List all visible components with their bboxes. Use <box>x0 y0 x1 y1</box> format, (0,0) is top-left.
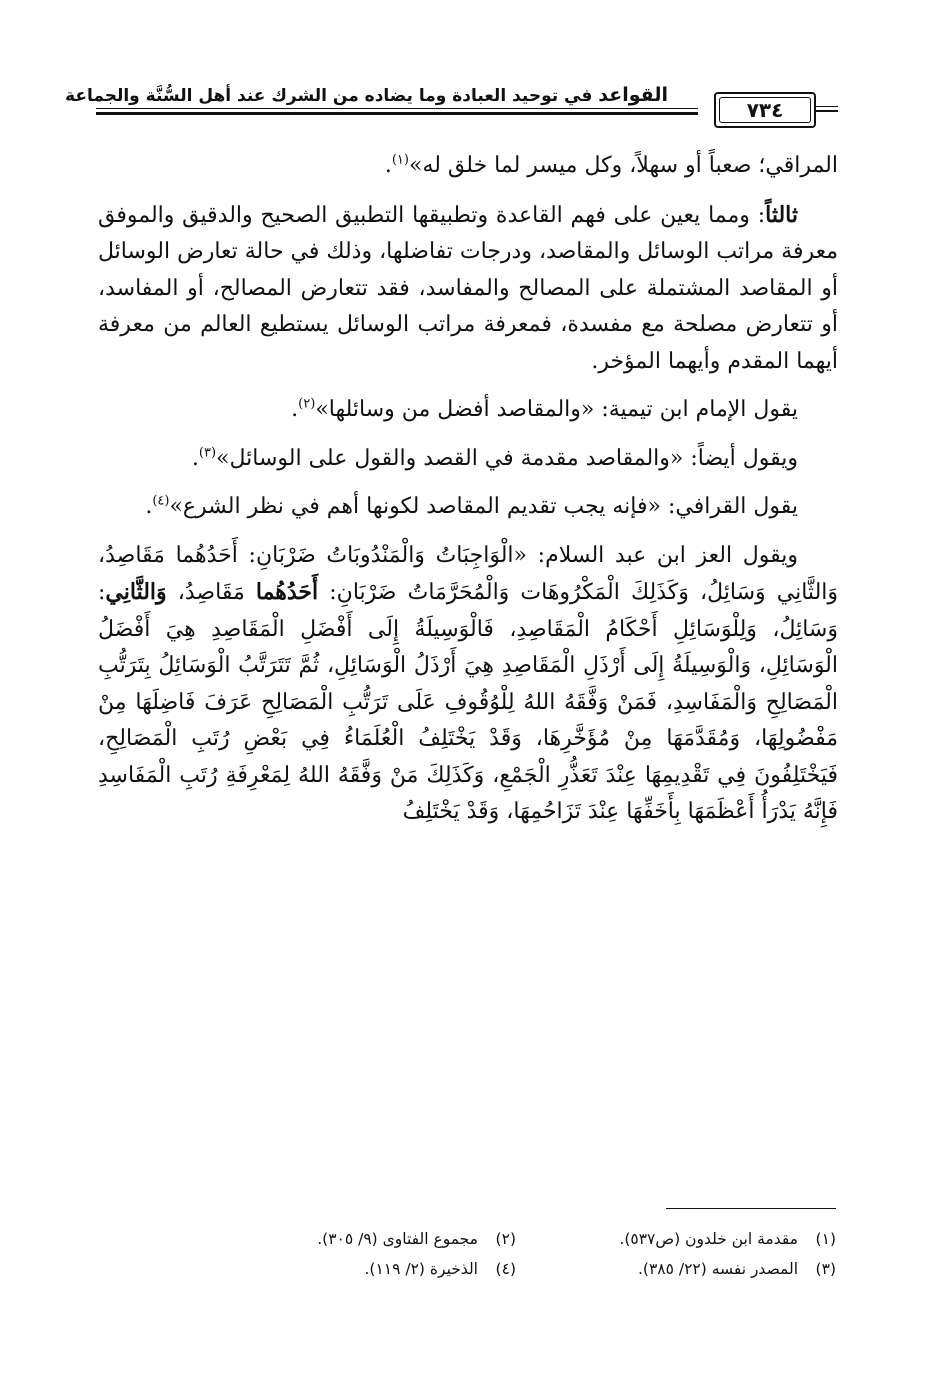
header-rule <box>96 108 698 109</box>
header-title-rest: في توحيد العبادة وما يضاده من الشرك عند أهل السُّنَّة والجماعة <box>65 86 593 106</box>
footnote-text: المصدر نفسه (٢٢/ ٣٨٥). <box>637 1260 798 1278</box>
footnote-row <box>196 1254 836 1284</box>
footnote-2 <box>196 1224 516 1254</box>
paragraph-end: . <box>384 153 392 178</box>
paragraph-text: ويقول العز ابن عبد السلام: «الْوَاجِبَاتُ وَالْمَنْدُوبَاتُ ضَرْبَانِ: أَحَدُهُما مَقَاصِدُ، وَالثَّانِي وَسَائِلُ، وَكَذَلِكَ الْمَكْرُوهَات وَالْمُحَرَّمَاتُ ضَرْبَانِ: <box>98 542 839 605</box>
page-body <box>98 148 838 843</box>
paragraph-text: مَقَاصِدُ، <box>166 580 256 605</box>
footnote-4 <box>196 1254 516 1284</box>
paragraph-2 <box>98 197 838 381</box>
footnotes <box>196 1224 836 1284</box>
page-number-ornament-line <box>816 106 838 107</box>
footnote-text: الذخيرة (٢/ ١١٩). <box>364 1260 478 1278</box>
paragraph-text: : ومما يعين على فهم القاعدة وتطبيقها التطبيق الصحيح والدقيق والموفق معرفة مراتب الوسائل والمقاصد، ودرجات تفاضلها، وذلك في حالة تعارض الوسائل أو المقاصد المشتملة على المصالح والمفاسد، فقد تتعارض المصالح، أو المفاسد، أو تتعارض مصلحة مع مفسدة، فمعرفة مراتب الوسائل يستطيع العالم من معرفة أيهما المقدم وأيهما المؤخر. <box>98 202 838 374</box>
footnote-3 <box>516 1254 836 1284</box>
footnote-ref: (٢) <box>298 396 316 412</box>
paragraph-lead: ثالثاً <box>765 201 798 228</box>
footnote-number: (٣) <box>815 1260 836 1278</box>
paragraph-end: . <box>291 397 299 422</box>
paragraph-text: يقول القرافي: «فإنه يجب تقديم المقاصد لكونها أهم في نظر الشرع» <box>169 494 798 519</box>
paragraph-1 <box>98 148 838 185</box>
footnote-text: مقدمة ابن خلدون (ص٥٣٧). <box>619 1230 798 1248</box>
paragraph-5 <box>98 489 838 526</box>
footnote-ref: (١) <box>391 152 409 168</box>
header-title <box>65 84 668 106</box>
footnote-number: (٢) <box>495 1230 516 1248</box>
header-title-word: القواعد <box>598 84 668 106</box>
footnote-ref: (٣) <box>198 445 217 461</box>
paragraph-text: : وَسَائِلُ، وَلِلْوَسَائِلِ أَحْكَامُ الْمَقَاصِدِ، فَالْوَسِيلَةُ إِلَى أَفْضَلِ الْمَقَاصِدِ هِيَ أَفْضَلُ الْوَسَائِلِ، وَالْوَسِيلَةُ إِلَى أَرْذَلِ الْمَقَاصِدِ هِيَ أَرْذَلُ الْوَسَائِلِ، ثُمَّ تَتَرَتَّبُ الْوَسَائِلُ بِتَرَتُّبِ الْمَصَالِحِ وَالْمَفَاسِدِ، فَمَنْ وَفَّقَهُ اللهُ لِلْوُقُوفِ عَلَى تَرَتُّبِ الْمَصَالِحِ عَرَفَ فَاضِلَهَا مِنْ مَفْضُولِهَا، وَمُقَدَّمَهَا مِنْ مُؤَخَّرِهَا، وَقَدْ يَخْتَلِفُ الْعُلَمَاءُ فِي بَعْضِ رُتَبِ الْمَصَالِحِ، فَيَخْتَلِفُونَ فِي تَقْدِيمِهَا عِنْدَ تَعَذُّرِ الْجَمْعِ، وَكَذَلِكَ مَنْ وَفَّقَهُ اللهُ لِمَعْرِفَةِ رُتَبِ الْمَفَاسِدِ فَإِنَّهُ يَدْرَأُ أَعْظَمَهَا بِأَخَفِّهَا عِنْدَ تَزَاحُمِهَا، وَقَدْ يَخْتَلِفُ <box>98 580 838 824</box>
footnote-separator <box>666 1208 836 1209</box>
footnote-text: مجموع الفتاوى (٩/ ٣٠٥). <box>317 1230 478 1248</box>
footnote-number: (٤) <box>495 1260 516 1278</box>
paragraph-3 <box>98 392 838 429</box>
paragraph-end: . <box>191 445 199 471</box>
paragraph-4 <box>98 441 838 478</box>
paragraph-6 <box>98 538 838 831</box>
paragraph-bold-term: أَحَدُهُما <box>255 579 319 605</box>
paragraph-text: يقول الإمام ابن تيمية: «والمقاصد أفضل من وسائلها» <box>315 397 798 422</box>
header-rule-thick <box>96 112 698 115</box>
page-number-ornament-line <box>816 110 838 112</box>
footnote-1 <box>516 1224 836 1254</box>
paragraph-end: . <box>145 494 153 519</box>
running-header <box>65 74 838 126</box>
paragraph-bold-term: وَالثَّانِي <box>105 579 167 605</box>
footnote-ref: (٤) <box>152 493 170 509</box>
footnote-row <box>196 1224 836 1254</box>
paragraph-text: ويقول أيضاً: «والمقاصد مقدمة في القصد والقول على الوسائل» <box>216 445 798 471</box>
page-number: ٧٣٤ <box>714 92 816 128</box>
footnote-number: (١) <box>815 1230 836 1248</box>
paragraph-text: المراقي؛ صعباً أو سهلاً، وكل ميسر لما خلق له» <box>408 153 838 178</box>
